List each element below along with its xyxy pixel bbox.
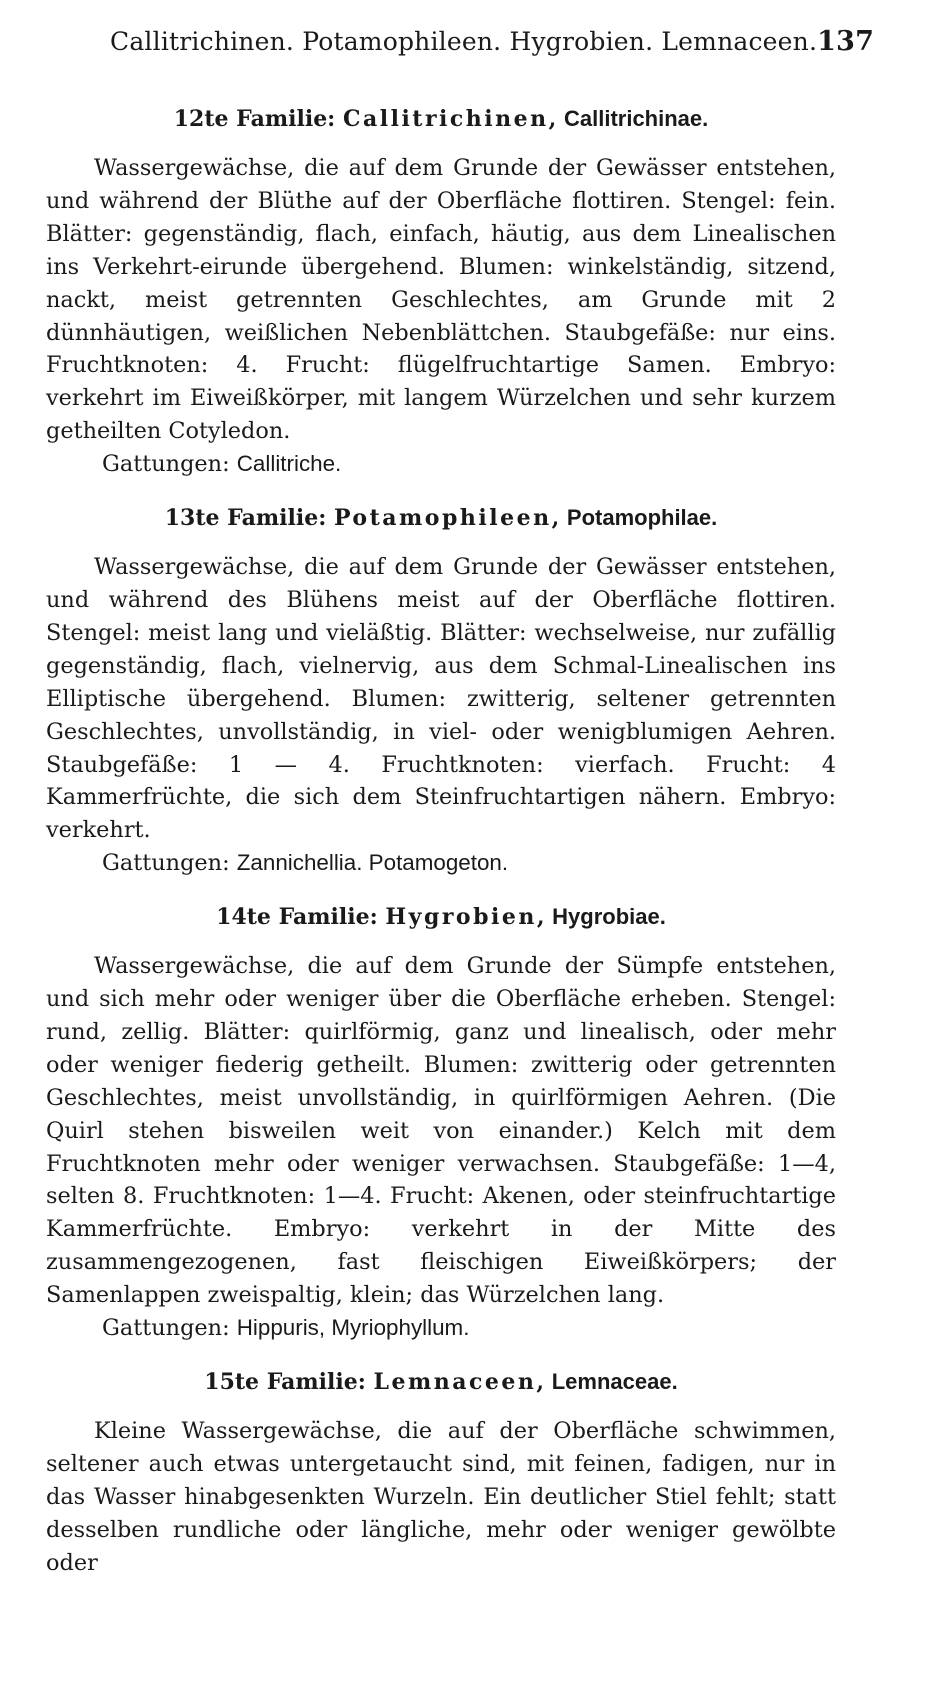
- family-number: 12te Familie:: [173, 106, 343, 132]
- family-section-15: [46, 1367, 836, 1580]
- family-name-german: Hygrobien: [385, 904, 537, 931]
- family-number: 13te Familie:: [164, 505, 334, 532]
- family-section-12: [46, 104, 836, 481]
- family-heading: 13te Familie: Potamophileen, Potamophilae.: [164, 505, 718, 532]
- family-name-german: Potamophileen: [333, 505, 552, 532]
- family-heading: 15te Familie: Lemnaceen, Lemnaceae.: [204, 1369, 678, 1395]
- family-heading: 12te Familie: Callitrichinen, Callitrichinae.: [173, 106, 709, 132]
- family-section-14: [46, 902, 836, 1345]
- genera-line: [46, 448, 836, 481]
- genera-label: Gattungen:: [102, 850, 237, 877]
- page-content: [46, 104, 836, 1580]
- genera-line: [46, 1312, 836, 1345]
- family-number: 15te Familie:: [204, 1369, 374, 1395]
- family-heading: 14te Familie: Hygrobien, Hygrobiae.: [216, 904, 666, 931]
- genera-label: Gattungen:: [102, 451, 237, 478]
- running-head-title: Callitrichinen. Potamophileen. Hygrobien. Lemnaceen.: [110, 27, 818, 56]
- genera-names: Hippuris, Myriophyllum.: [236, 1315, 470, 1341]
- family-description: Wassergewächse, die auf dem Grunde der Sümpfe entstehen, und sich mehr oder weniger über die Oberfläche erheben. Stengel: rund, zellig. Blätter: quirlförmig, ganz und linealisch, oder mehr oder weniger fiederig getheilt. Blumen: zwitterig oder getrennten Geschlechtes, meist unvollständig, in quirlförmigen Aehren. (Die Quirl stehen bisweilen weit von einander.) Kelch mit dem Fruchtknoten mehr oder weniger verwachsen. Staubgefäße: 1—4, selten 8. Fruchtknoten: 1—4. Frucht: Akenen, oder steinfruchtartige Kammerfrüchte. Embryo: verkehrt in der Mitte des zusammengezogenen, fast fleischigen Eiweißkörpers; der Samenlappen zweispaltig, klein; das Würzelchen lang.: [46, 953, 836, 1309]
- family-description: Kleine Wassergewächse, die auf der Oberfläche schwimmen, seltener auch etwas untergetaucht sind, mit feinen, fadigen, nur in das Wasser hinabgesenkten Wurzeln. Ein deutlicher Stiel fehlt; statt desselben rundliche oder längliche, mehr oder weniger gewölbte oder: [46, 1418, 836, 1576]
- genera-names: Callitriche.: [236, 451, 342, 477]
- genera-line: [46, 847, 836, 880]
- family-name-latin: Callitrichinae.: [563, 106, 709, 131]
- running-head: [110, 26, 875, 57]
- family-name-latin: Lemnaceae.: [551, 1369, 678, 1394]
- genera-names: Zannichellia. Potamogeton.: [236, 850, 509, 876]
- family-name-latin: Hygrobiae.: [552, 904, 666, 930]
- family-number: 14te Familie:: [216, 904, 386, 931]
- family-description: Wassergewächse, die auf dem Grunde der Gewässer entstehen, und während der Blüthe auf der Oberfläche flottiren. Stengel: fein. Blätter: gegenständig, flach, einfach, häutig, aus dem Linealischen ins Verkehrt-eirunde übergehend. Blumen: winkelständig, sitzend, nackt, meist getrennten Geschlechtes, am Grunde mit 2 dünnhäutigen, weißlichen Nebenblättchen. Staubgefäße: nur eins. Fruchtknoten: 4. Frucht: flügelfruchtartige Samen. Embryo: verkehrt im Eiweißkörper, mit langem Würzelchen und sehr kurzem getheilten Cotyledon.: [46, 155, 836, 445]
- page-number: 137: [817, 26, 875, 57]
- family-section-13: [46, 503, 836, 880]
- family-name-latin: Potamophilae.: [566, 505, 718, 531]
- family-name-german: Callitrichinen: [342, 106, 549, 132]
- genera-label: Gattungen:: [102, 1315, 237, 1342]
- family-name-german: Lemnaceen: [373, 1369, 537, 1395]
- family-description: Wassergewächse, die auf dem Grunde der Gewässer entstehen, und während des Blühens meist auf der Oberfläche flottiren. Stengel: meist lang und vieläßtig. Blätter: wechselweise, nur zufällig gegenständig, flach, vielnervig, aus dem Schmal-Linealischen ins Elliptische übergehend. Blumen: zwitterig, seltener getrennten Geschlechtes, unvollständig, in viel- oder wenigblumigen Aehren. Staubgefäße: 1 — 4. Fruchtknoten: vierfach. Frucht: 4 Kammerfrüchte, die sich dem Steinfruchtartigen nähern. Embryo: verkehrt.: [46, 554, 836, 844]
